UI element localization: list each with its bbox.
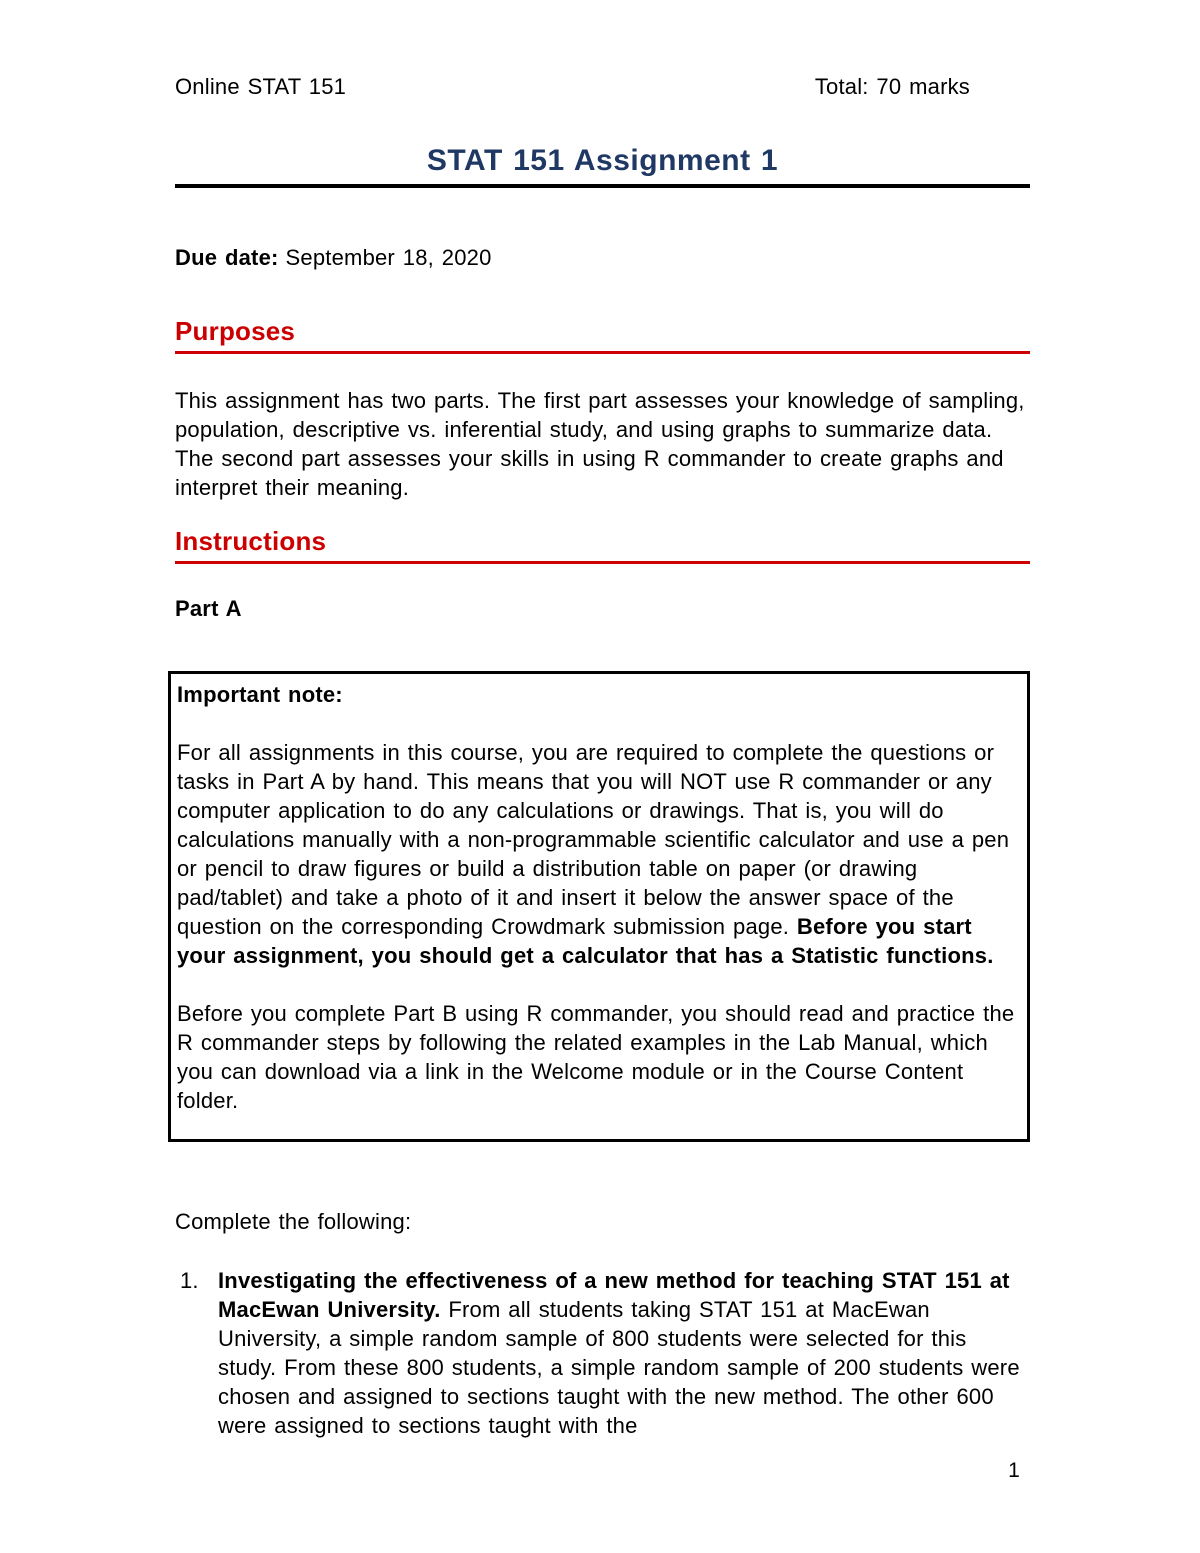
page-header bbox=[175, 72, 1030, 101]
header-course-label: Online STAT 151 bbox=[175, 74, 347, 99]
part-a-label: Part A bbox=[175, 596, 242, 621]
list-item-lead-bold: Investigating the effectiveness of a new method for teaching STAT 151 at MacEwan University. bbox=[218, 1268, 1010, 1322]
purposes-heading: Purposes bbox=[175, 318, 1030, 354]
title-divider bbox=[175, 184, 1030, 188]
purposes-paragraph: This assignment has two parts. The first part assesses your knowledge of sampling, population, descriptive vs. inferential study, and using graphs to summarize data. The second part assesses your skills in using R commander to create graphs and interpret their meaning. bbox=[175, 388, 1025, 500]
note-paragraph-1 bbox=[177, 738, 1019, 970]
complete-following-label: Complete the following: bbox=[175, 1209, 412, 1234]
list-item-body: From all students taking STAT 151 at MacEwan University, a simple random sample of 800 students were selected for this study. From these 800 students, a simple random sample of 200 students were chosen and assigned to sections taught with the new method. The other 600 were assigned to sections taught with the bbox=[218, 1297, 1020, 1438]
important-note-box bbox=[168, 671, 1030, 1142]
list-item-number: 1. bbox=[180, 1268, 199, 1293]
header-total-marks: Total: 70 marks bbox=[814, 74, 970, 99]
page-title: STAT 151 Assignment 1 bbox=[426, 144, 779, 177]
numbered-list-item bbox=[175, 1266, 1030, 1440]
due-date-label: Due date: bbox=[175, 245, 279, 270]
note-paragraph-1-bold: Before you start your assignment, you should get a calculator that has a Statistic functions. bbox=[177, 914, 994, 968]
page-number: 1 bbox=[1008, 1459, 1020, 1482]
instructions-heading: Instructions bbox=[175, 528, 1030, 564]
note-paragraph-2: Before you complete Part B using R commander, you should read and practice the R commander steps by following the related examples in the Lab Manual, which you can download via a link in the Welcome module or in the Course Content folder. bbox=[177, 1001, 1015, 1113]
due-date-value: September 18, 2020 bbox=[285, 245, 492, 270]
list-item-text bbox=[218, 1266, 1030, 1440]
due-date-line bbox=[175, 243, 1030, 272]
note-paragraph-1-text: For all assignments in this course, you are required to complete the questions or tasks in Part A by hand. This means that you will NOT use R commander or any computer application to do any calculations or drawings. That is, you will do calculations manually with a non-programmable scientific calculator and use a pen or pencil to draw figures or build a distribution table on paper (or drawing pad/tablet) and take a photo of it and insert it below the answer space of the question on the corresponding Crowdmark submission page. bbox=[177, 740, 1010, 939]
note-title: Important note: bbox=[177, 682, 343, 707]
